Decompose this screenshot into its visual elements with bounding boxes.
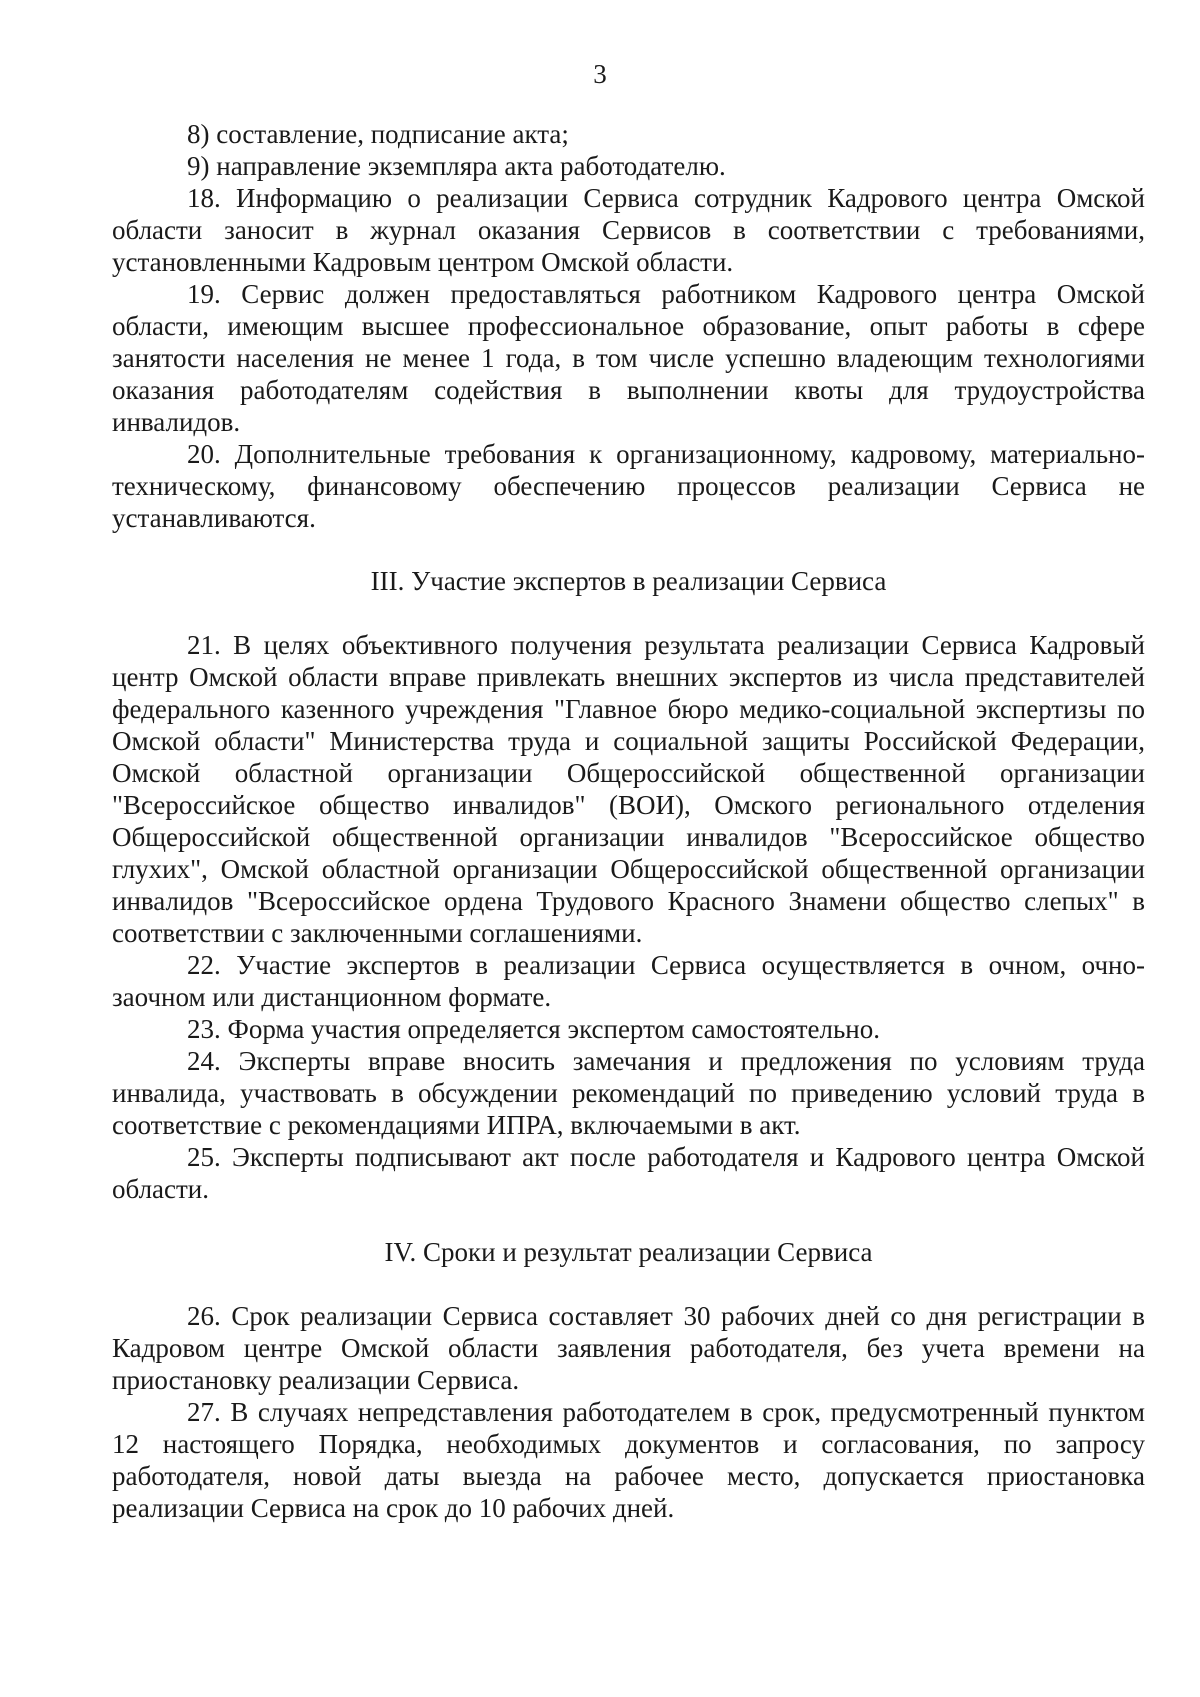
paragraph-19: 19. Сервис должен предоставляться работником Кадрового центра Омской области, имеющим высшее профессиональное образование, опыт работы в сфере занятости населения не менее 1 года, в том числе успешно владеющим технологиями оказания работодателям содействия в выполнении квоты для трудоустройства инвалидов. (112, 279, 1145, 437)
list-item-8: 8) составление, подписание акта; (187, 119, 569, 149)
paragraph-26: 26. Срок реализации Сервиса составляет 30 рабочих дней со дня регистрации в Кадровом центре Омской области заявления работодателя, без учета времени на приостановку реализации Сервиса. (112, 1301, 1145, 1395)
paragraph-20: 20. Дополнительные требования к организационному, кадровому, материально-техническому, финансовому обеспечению процессов реализации Сервиса не устанавливаются. (112, 439, 1145, 533)
list-item-9: 9) направление экземпляра акта работодателю. (187, 151, 726, 181)
paragraph-18: 18. Информацию о реализации Сервиса сотрудник Кадрового центра Омской области заносит в журнал оказания Сервисов в соответствии с требованиями, установленными Кадровым центром Омской области. (112, 183, 1145, 277)
paragraph-24: 24. Эксперты вправе вносить замечания и предложения по условиям труда инвалида, участвовать в обсуждении рекомендаций по приведению условий труда в соответствие с рекомендациями ИПРА, включаемыми в акт. (112, 1046, 1145, 1140)
section-title-4: IV. Сроки и результат реализации Сервиса (384, 1237, 873, 1267)
paragraph-22: 22. Участие экспертов в реализации Сервиса осуществляется в очном, очно-заочном или дистанционном формате. (112, 950, 1145, 1012)
paragraph-27: 27. В случаях непредставления работодателем в срок, предусмотренный пунктом 12 настоящего Порядка, необходимых документов и согласования, по запросу работодателя, новой даты выезда на рабочее место, допускается приостановка реализации Сервиса на срок до 10 рабочих дней. (112, 1397, 1145, 1523)
paragraph-21: 21. В целях объективного получения результата реализации Сервиса Кадровый центр Омской области вправе привлекать внешних экспертов из числа представителей федерального казенного учреждения "Главное бюро медико-социальной экспертизы по Омской области" Министерства труда и социальной защиты Российской Федерации, Омской областной организации Общероссийской общественной организации "Всероссийское общество инвалидов" (ВОИ), Омского регионального отделения Общероссийской общественной организации инвалидов "Всероссийское общество глухих", Омской областной организации Общероссийской общественной организации инвалидов "Всероссийское ордена Трудового Красного Знамени общество слепых" в соответствии с заключенными соглашениями. (112, 630, 1145, 948)
document-body (112, 118, 1145, 1524)
section-title-3: III. Участие экспертов в реализации Сервиса (370, 566, 887, 596)
paragraph-23: 23. Форма участия определяется экспертом самостоятельно. (187, 1014, 880, 1044)
page-number: 3 (593, 59, 607, 89)
paragraph-25: 25. Эксперты подписывают акт после работодателя и Кадрового центра Омской области. (112, 1142, 1145, 1204)
